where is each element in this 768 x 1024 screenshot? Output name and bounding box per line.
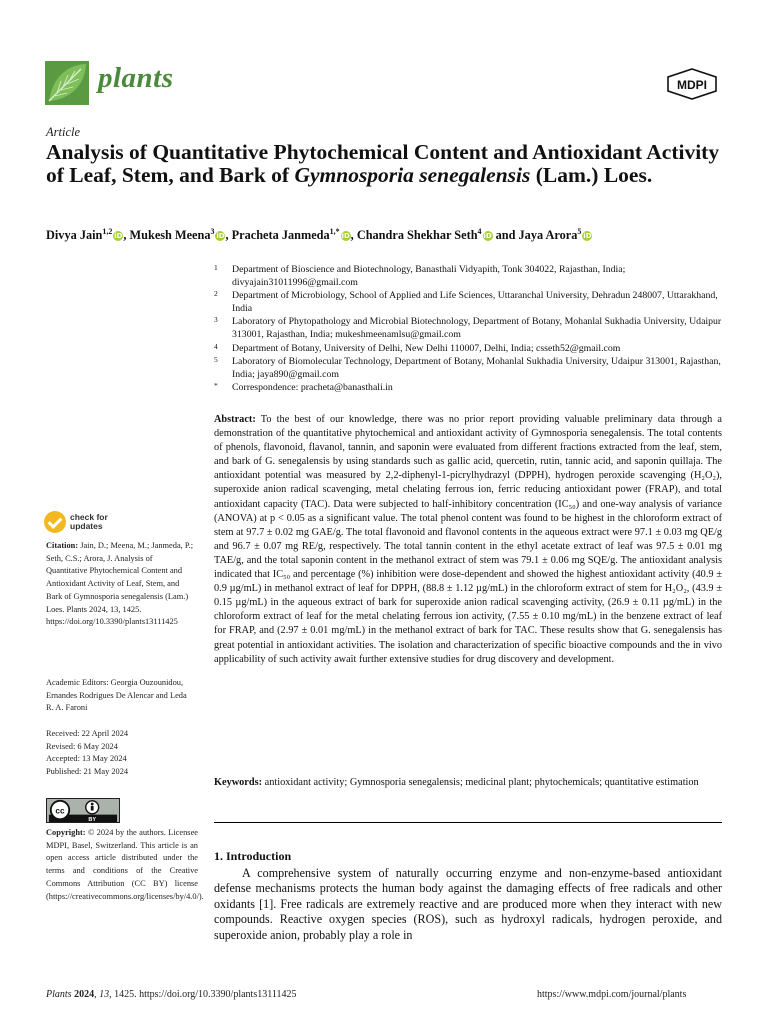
title-part-2: (Lam.) Loes.: [530, 163, 653, 187]
author-separator: ,: [123, 228, 130, 243]
title-species: Gymnosporia senegalensis: [294, 163, 531, 187]
author-name[interactable]: Pracheta Janmeda: [231, 228, 330, 243]
citation: [46, 540, 196, 629]
copyright-label: Copyright:: [46, 828, 86, 837]
author-affiliation-mark: 1,*: [329, 227, 340, 236]
footer-volume: 13: [99, 989, 110, 1000]
affiliation-text: Department of Botany, University of Delhi, New Delhi 110007, Delhi, India; csseth52@gmail.com: [232, 342, 621, 354]
author-affiliation-mark: 4: [477, 227, 482, 236]
cc-by-label: BY: [88, 817, 97, 823]
author-separator: ,: [225, 228, 232, 243]
introduction-text: A comprehensive system of naturally occurring enzyme and non-enzyme-based antioxidant defense mechanisms protects the human body against the damaging effects of free radicals and other oxidants [1]. Free radicals are extremely reactive and are produced more when they interact with new compounds. Reactive oxygen species (ROS), such as hydroxyl radicals, hydrogen peroxide, and superoxide anion, probably play a role in: [214, 866, 722, 942]
footer-citation: Plants 2024, 13, 1425. https://doi.org/10.3390/plants13111425: [46, 989, 297, 1000]
affiliation-text: Laboratory of Biomolecular Technology, Department of Botany, Mohanlal Sukhadia University, Udaipur 313001, Rajasthan, India; jaya890@gmail.com: [232, 355, 721, 380]
affiliation-mark: 3: [214, 315, 218, 325]
copyright: [46, 827, 204, 903]
affiliation-text: Laboratory of Phytopathology and Microbial Biotechnology, Department of Botany, Mohanlal Sukhadia University, Udaipur 313001, Rajasthan, India; mukeshmeenamlsu@gmail.com: [232, 316, 722, 341]
keywords: [214, 776, 722, 790]
orcid-icon[interactable]: iD: [114, 232, 123, 241]
footer-year: 2024: [74, 989, 95, 1000]
author-name[interactable]: Chandra Shekhar Seth: [356, 228, 478, 243]
copyright-text: © 2024 by the authors. Licensee MDPI, Basel, Switzerland. This article is an open access article distributed under the terms and conditions of the Creative Commons Attribution (CC BY) license (https://creativecommons.org/licenses/by/4.0/).: [46, 828, 204, 901]
article-type: Article: [46, 125, 81, 139]
orcid-icon[interactable]: iD: [483, 232, 492, 241]
date-accepted: Accepted: 13 May 2024: [46, 754, 127, 764]
mdpi-text: MDPI: [677, 78, 707, 92]
affiliation-item: [214, 381, 734, 394]
abstract-text: To the best of our knowledge, there was no prior report providing valuable preliminary data through a demonstration of the quantitative phytochemical and antioxidant activity of Gymnosporia senegalensis. The total contents of phenols, flavonoid, flavanol, tannin, and saponin were evaluated from different fractions extracted from the leaf, stem, and bark of G. senegalensis by using standards such as gallic acid, quercetin, rutin, tannic acid, and saponin quillaja. The antioxidant potential was measured by 2,2-diphenyl-1-picrylhydrazyl (DPPH), hydrogen peroxide scavenging (H₂O₂), superoxide anion radical scavenging, metal chelating ferrous ion, ferric reducing antioxidant power (FRAP), and total antioxidant capacity (TAC). Data were subjected to half-inhibitory concentration (IC₅₀) and one-way analysis of variance (ANOVA) at p < 0.05 as a significant value. The total phenol content was found to be highest in the chloroform extract of stem at 97.7 ± 0.02 mg GAE/g. The total flavonoid and flavonol contents in the aqueous extract were 97.1 ± 0.03 mg QE/g and 96.7 ± 0.07 mg RE/g, respectively. The total tannin content in the ethyl acetate extract of leaf was 97.5 ± 0.01 mg TAE/g, and the total saponin content in the methanol extract of stem was 79.1 ± 0.06 mg SQE/g. The antioxidant analysis indicated that IC₅₀ and percentage (%) inhibition were dose-dependent and showed the highest antioxidant activity (40.9 ± 0.9 µg/mL) in methanol extract of leaf for DPPH, (88.8 ± 1.12 µg/mL) in the chloroform extract of stem for H₂O₂, (43.9 ± 0.15 µg/mL) in the aqueous extract of bark for superoxide anion radical scavenging activity, (26.9 ± 0.11 µg/mL) in the chloroform extract of leaf for the metal chelating ferrous ion activity, (7.55 ± 0.10 mg/mL) in the benzene extract of leaf for FRAP, and (2.97 ± 0.01 mg/mL) in the methanol extract of bark for TAC. These results show that G. senegalensis has great potential in antioxidant activities. The isolation and characterization of specific bioactive compounds and the in vivo applicability of such activity await further extensive studies for drug discovery and development.: [214, 414, 723, 665]
author-affiliation-mark: 5: [577, 227, 582, 236]
keywords-text: antioxidant activity; Gymnosporia senegalensis; medicinal plant; phytochemicals; quantitative estimation: [264, 777, 699, 788]
check-updates-line2: updates: [70, 521, 103, 531]
affiliation-item: [214, 355, 734, 381]
abstract: [214, 413, 722, 667]
citation-label: Citation:: [46, 541, 79, 550]
title-part-1: Analysis of Quantitative Phytochemical Content and Antioxidant Activity of Leaf, Stem, and Bark of: [46, 140, 720, 187]
section-heading: 1. Introduction: [214, 849, 292, 863]
affiliation-mark: 2: [214, 289, 218, 299]
affiliation-text: Department of Bioscience and Biotechnology, Banasthali Vidyapith, Tonk 304022, Rajasthan, India; divyajain31011996@gmail.com: [232, 264, 626, 289]
affiliation-mark: 5: [214, 354, 218, 364]
affiliation-item: [214, 289, 734, 315]
affiliation-mark: 4: [214, 341, 218, 351]
cc-by-license-icon[interactable]: [46, 798, 120, 823]
affiliation-item: [214, 263, 734, 289]
date-received: Received: 22 April 2024: [46, 729, 129, 738]
author-affiliation-mark: 3: [210, 227, 215, 236]
footer-journal-link[interactable]: https://www.mdpi.com/journal/plants: [537, 989, 687, 1000]
article-title: [46, 141, 736, 187]
date-revised: Revised: 6 May 2024: [46, 741, 118, 751]
keywords-label: Keywords:: [214, 777, 263, 788]
orcid-icon[interactable]: iD: [216, 232, 225, 241]
publication-dates: [46, 728, 196, 779]
author-separator: ,: [350, 228, 357, 243]
author-name[interactable]: Jaya Arora: [518, 228, 578, 243]
abstract-label: Abstract:: [214, 414, 256, 425]
footer-journal: Plants: [46, 989, 72, 1000]
date-published: Published: 21 May 2024: [46, 767, 129, 777]
author-affiliation-mark: 1,2: [102, 227, 113, 236]
author-name[interactable]: Divya Jain: [46, 228, 103, 243]
author-list: [46, 224, 736, 243]
author-name[interactable]: Mukesh Meena: [129, 228, 211, 243]
footer-doi: , 1425. https://doi.org/10.3390/plants13111425: [109, 989, 297, 1000]
affiliation-mark: *: [214, 380, 218, 390]
affiliation-mark: 1: [214, 263, 218, 272]
journal-name: plants: [98, 62, 174, 94]
section-divider: [214, 822, 722, 823]
affiliation-item: [214, 315, 734, 341]
affiliation-list: [214, 263, 734, 394]
orcid-icon[interactable]: iD: [341, 232, 350, 241]
affiliation-text: Department of Microbiology, School of Applied and Life Sciences, Uttaranchal University, Dehradun 248007, Uttarakhand, India: [232, 290, 718, 315]
academic-editors: Academic Editors: Georgia Ouzounidou, Ernandes Rodrigues De Alencar and Leda R. A. Faroni: [46, 678, 187, 713]
author-separator: and: [492, 228, 519, 243]
mdpi-logo-icon: [666, 68, 718, 100]
check-updates-line1: check for: [70, 512, 108, 522]
svg-text:cc: cc: [55, 806, 65, 816]
orcid-icon[interactable]: iD: [583, 232, 592, 241]
affiliation-item: [214, 342, 734, 355]
check-for-updates-button[interactable]: [44, 511, 154, 537]
affiliation-text: Correspondence: pracheta@banasthali.in: [232, 381, 393, 393]
plants-logo-icon: [45, 61, 89, 105]
check-updates-icon: [44, 511, 66, 533]
citation-text: Jain, D.; Meena, M.; Janmeda, P.; Seth, C.S.; Arora, J. Analysis of Quantitative Phytochemical Content and Antioxidant Activity of Leaf, Stem, and Bark of Gymnosporia senegalensis (Lam.) Loes. Plants 2024, 13, 1425. https://doi.org/10.3390/plants13111425: [46, 541, 194, 627]
